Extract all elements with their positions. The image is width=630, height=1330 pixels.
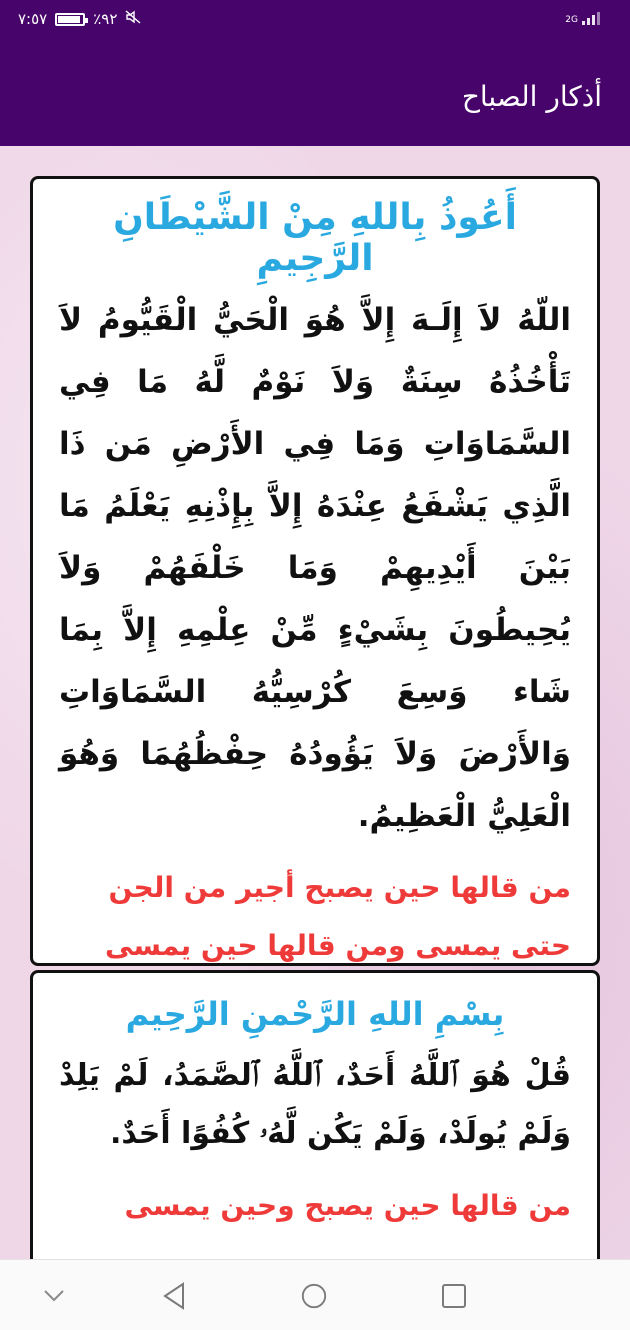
navigation-bar	[0, 1259, 630, 1330]
dhikr-card	[30, 970, 600, 1270]
battery-fill	[58, 16, 80, 23]
card-note: من قالها حين يصبح أجير من الجن حتى يمسى ومن قالها حين يمسى	[105, 871, 571, 962]
card-text: اللّهُ لاَ إِلَـهَ إِلاَّ هُوَ الْحَيُّ الْقَيُّومُ لاَ تَأْخُذُهُ سِنَةٌ وَلاَ نَوْمٌ لَّهُ مَا فِي السَّمَاوَاتِ وَمَا فِي الأَرْضِ مَن ذَا الَّذِي يَشْفَعُ عِنْدَهُ إِلاَّ بِإِذْنِهِ يَعْلَمُ مَا بَيْنَ أَيْدِيهِمْ وَمَا خَلْفَهُمْ وَلاَ يُحِيطُونَ بِشَيْءٍ مِّنْ عِلْمِهِ إِلاَّ بِمَا شَاء وَسِعَ كُرْسِيُّهُ السَّمَاوَاتِ وَالأَرْضَ وَلاَ يَؤُودُهُ حِفْظُهُمَا وَهُوَ الْعَلِيُّ الْعَظِيمُ.	[59, 302, 571, 834]
chevron-down-icon[interactable]	[40, 1282, 68, 1310]
back-triangle-icon[interactable]	[160, 1282, 188, 1310]
signal-icon	[582, 12, 600, 25]
card-text: قُلْ هُوَ ٱللَّهُ أَحَدٌ، ٱللَّهُ ٱلصَّمَدُ، لَمْ يَلِدْ وَلَمْ يُولَدْ، وَلَمْ يَكُن لَّهُۥ كُفُوًا أَحَدٌ.	[59, 1058, 571, 1151]
app-bar	[0, 44, 630, 146]
card-note: من قالها حين يصبح وحين يمسى	[124, 1189, 571, 1222]
battery-icon	[55, 13, 85, 26]
home-circle-icon[interactable]	[300, 1282, 328, 1310]
network-type: 2G	[565, 15, 578, 25]
battery-percent: ٪٩٢	[93, 10, 118, 28]
status-left-group	[18, 10, 141, 28]
signal-group	[565, 12, 600, 25]
card-title: بِسْمِ اللهِ الرَّحْمنِ الرَّحِيم	[125, 995, 505, 1033]
status-bar	[0, 0, 630, 44]
card-title: أَعُوذُ بِاللهِ مِنْ الشَّيْطَانِ الرَّجِيمِ	[113, 197, 517, 279]
mute-icon	[125, 10, 141, 28]
dhikr-card	[30, 176, 600, 966]
clock: ٧:٥٧	[18, 10, 48, 28]
page-title: أذكار الصباح	[461, 80, 602, 113]
recent-square-icon[interactable]	[440, 1282, 468, 1310]
